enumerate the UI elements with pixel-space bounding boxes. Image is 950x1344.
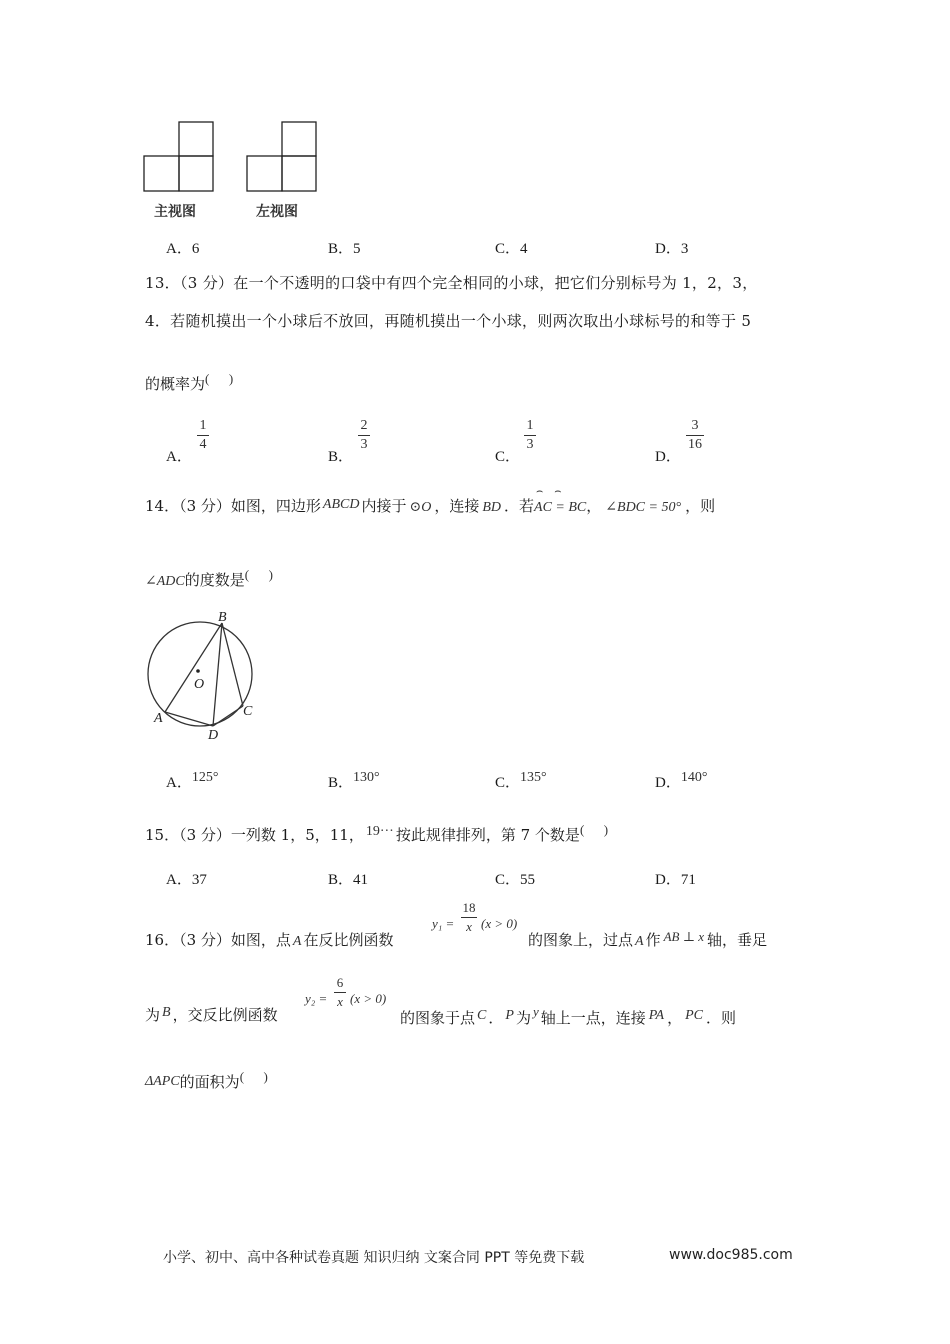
diagonal-bd bbox=[213, 623, 222, 726]
q12-option-c: C．4 bbox=[495, 241, 528, 257]
q16-y1-condition: (x > 0) bbox=[481, 916, 518, 931]
label-a: A bbox=[154, 711, 163, 726]
q16-y1-fraction: 18 x bbox=[462, 900, 476, 934]
q13-option-c-fraction: 1 3 bbox=[524, 418, 536, 453]
q13-option-b-label: B． bbox=[328, 449, 354, 465]
side-dc bbox=[213, 706, 243, 726]
left-view-drawing bbox=[247, 122, 316, 191]
q16-line-2-left: 为 B ，交反比例函数 bbox=[145, 1005, 278, 1024]
footer-text: 小学、初中、高中各种试卷真题 知识归纳 文案合同 PPT 等免费下载 bbox=[163, 1250, 585, 1266]
label-b: B bbox=[218, 610, 227, 625]
label-d: D bbox=[208, 728, 219, 743]
q15-option-a: A．37 bbox=[166, 872, 207, 888]
q13-line-2: 4．若随机摸出一个小球后不放回，再随机摸出一个小球，则两次取出小球标号的和等于 5 bbox=[145, 312, 752, 330]
side-ab bbox=[165, 623, 222, 712]
q14-option-a: A．125° bbox=[166, 770, 219, 791]
q14-circle-figure bbox=[143, 608, 263, 743]
q16-line-1-right: 的图象上，过点 A 作 AB ⊥ x 轴，垂足 bbox=[528, 929, 767, 949]
q15-option-d: D．71 bbox=[655, 872, 696, 888]
q12-option-d: D．3 bbox=[655, 241, 689, 257]
q15-line: 15．（3 分）一列数 1，5，11， 19··· 按此规律排列，第 7 个数是( ) bbox=[145, 822, 609, 844]
q16-y1-lhs: y₁ = bbox=[432, 916, 455, 931]
q13-option-c-label: C． bbox=[495, 449, 521, 465]
front-view-label: 主视图 bbox=[154, 204, 196, 220]
q15-option-c: C．55 bbox=[495, 872, 536, 888]
arc-equality: ⌢ ⌢ AC = BC bbox=[534, 485, 587, 515]
label-o: O bbox=[194, 677, 205, 692]
q13-option-a-label: A． bbox=[166, 449, 192, 465]
q14-line-1: 14．（3 分）如图，四边形 ABCD 内接于 ⊙O ，连接 BD ．若 ⌢ ⌢ AC = BC， ∠BDC = 50° ，则 bbox=[145, 485, 716, 515]
side-ad bbox=[165, 712, 213, 726]
footer-url[interactable]: www.doc985.com bbox=[669, 1247, 793, 1263]
q13-option-d-fraction: 3 16 bbox=[688, 418, 702, 452]
center-point bbox=[196, 669, 200, 673]
q14-line-2: ∠ADC的度数是( ) bbox=[145, 567, 273, 589]
q16-y2-lhs: y₂ = bbox=[305, 991, 328, 1006]
q14-option-b: B．130° bbox=[328, 770, 380, 791]
q13-line-3: 的概率为( ) bbox=[145, 371, 234, 393]
q14-option-c: C．135° bbox=[495, 770, 547, 791]
q16-line-1-left: 16．（3 分）如图，点 A 在反比例函数 bbox=[145, 931, 394, 949]
q12-option-a: A．6 bbox=[166, 241, 200, 257]
q13-line-1: 13．（3 分）在一个不透明的口袋中有四个完全相同的小球，把它们分别标号为 1，2，3， bbox=[145, 274, 758, 292]
q16-y2-condition: (x > 0) bbox=[350, 991, 387, 1006]
three-view-figure bbox=[140, 118, 330, 196]
q16-y2-fraction: 6 x bbox=[334, 975, 346, 1010]
label-c: C bbox=[243, 704, 253, 719]
q13-option-d-label: D． bbox=[655, 449, 681, 465]
q16-line-2-right: 的图象于点 C ． P 为 y 轴上一点，连接 PA ， PC ．则 bbox=[400, 1004, 736, 1027]
q15-option-b: B．41 bbox=[328, 872, 369, 888]
q12-option-b: B．5 bbox=[328, 241, 361, 257]
left-view-label: 左视图 bbox=[256, 204, 298, 220]
q16-line-3: ΔAPC的面积为( ) bbox=[145, 1069, 268, 1091]
q13-option-a-fraction: 1 4 bbox=[197, 418, 209, 453]
side-bc bbox=[222, 623, 243, 706]
q13-option-b-fraction: 2 3 bbox=[358, 418, 370, 453]
q14-option-d: D．140° bbox=[655, 770, 708, 791]
front-view-drawing bbox=[144, 122, 213, 191]
